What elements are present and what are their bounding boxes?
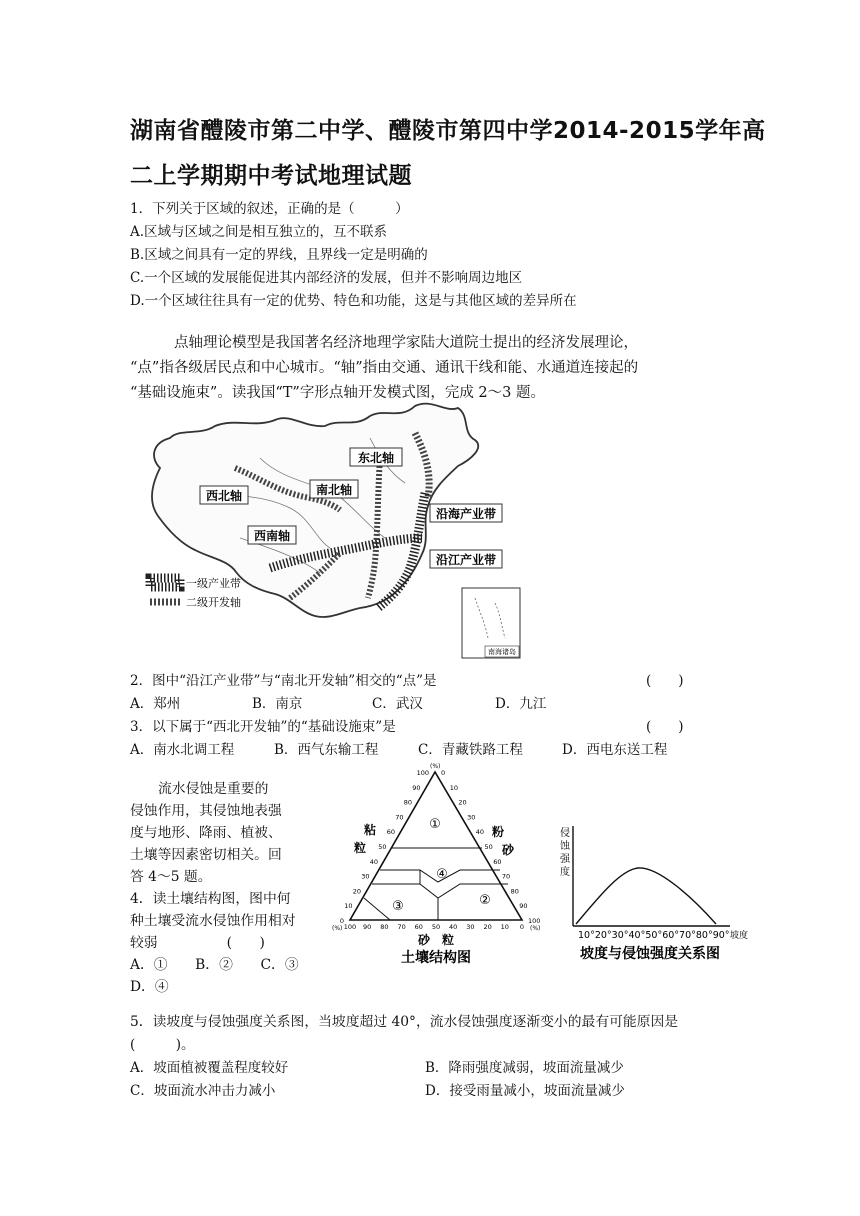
left-tick-label: 40 bbox=[369, 857, 378, 866]
q5-option-b: B．降雨强度减弱，坡面流量减少 bbox=[425, 1060, 624, 1076]
passage-point-axis bbox=[130, 331, 730, 406]
right-tick-label: 40 bbox=[475, 828, 485, 837]
q2-stem: 2．图中“沿江产业带”与“南北开发轴”相交的“点”是 bbox=[130, 673, 437, 689]
left-percent: (%) bbox=[332, 925, 343, 932]
right-tick-label: 50 bbox=[484, 843, 493, 851]
right-tick-label: 10 bbox=[449, 783, 458, 792]
q3-stem: 3．以下属于“西北开发轴”的“基础设施束”是 bbox=[130, 719, 396, 735]
soil-texture-triangle bbox=[330, 760, 550, 968]
q1-option-b: B.区域之间具有一定的界线，且界线一定是明确的 bbox=[130, 247, 428, 263]
bottom-tick-label: 10 bbox=[500, 923, 509, 931]
region-3: ③ bbox=[392, 899, 404, 914]
label-yangtze-belt: 沿江产业带 bbox=[435, 553, 497, 567]
left-tick-label: 20 bbox=[352, 887, 361, 896]
ylabel-3: 强 bbox=[560, 854, 570, 865]
right-percent: (%) bbox=[530, 925, 541, 932]
label-north-south-axis: 南北轴 bbox=[315, 483, 353, 497]
label-southwest-axis: 西南轴 bbox=[253, 529, 291, 543]
bottom-axis-ticks bbox=[344, 923, 524, 931]
right-tick-label: 90 bbox=[519, 902, 528, 911]
bottom-tick-label: 60 bbox=[414, 923, 423, 931]
left-tick-label: 50 bbox=[378, 843, 387, 851]
q2-answer-paren: ( ) bbox=[646, 673, 684, 689]
q1-option-a: A.区域与区域之间是相互独立的，互不联系 bbox=[130, 224, 388, 240]
left-tick-label: 90 bbox=[412, 783, 421, 792]
page-title: 湖南省醴陵市第二中学、醴陵市第四中学2014-2015学年高 bbox=[130, 118, 766, 144]
axis-label-silt-2: 砂 bbox=[502, 843, 515, 857]
passage-line-1: 点轴理论模型是我国著名经济地理学家陆大道院士提出的经济发展理论， bbox=[174, 335, 638, 351]
right-tick-label: 0 bbox=[441, 769, 446, 777]
axis-label-sand: 砂 粒 bbox=[417, 933, 455, 947]
bottom-tick-label: 0 bbox=[519, 923, 525, 931]
bottom-tick-label: 90 bbox=[363, 923, 372, 931]
bottom-tick-label: 70 bbox=[397, 923, 406, 931]
passage2-line-2: 侵蚀作用，其侵蚀地表强 bbox=[130, 803, 282, 819]
bottom-tick-label: 40 bbox=[449, 923, 458, 931]
ylabel-1: 侵 bbox=[560, 828, 570, 839]
label-northwest-axis: 西北轴 bbox=[205, 489, 243, 503]
china-t-axis-map bbox=[140, 398, 540, 660]
q1-option-d: D.一个区域往往具有一定的优势、特色和功能，这是与其他区域的差异所在 bbox=[130, 293, 577, 309]
right-tick-label: 30 bbox=[467, 813, 476, 822]
x-tick-labels: 10°20°30°40°50°60°70°80°90° bbox=[578, 930, 730, 941]
axis-label-silt-1: 粉 bbox=[492, 825, 505, 839]
q5-option-d: D．接受雨量减小，坡面流量减少 bbox=[425, 1083, 625, 1099]
q4-stem-3: 较弱 ( ) bbox=[130, 935, 265, 951]
passage2-line-3: 度与地形、降雨、植被、 bbox=[130, 825, 282, 841]
q3-option-d: D．西电东送工程 bbox=[562, 742, 668, 758]
right-tick-label: 100 bbox=[528, 917, 541, 925]
ylabel-4: 度 bbox=[560, 867, 570, 878]
region-1: ① bbox=[429, 817, 441, 832]
q4-option-d: D．④ bbox=[130, 979, 169, 995]
right-tick-label: 60 bbox=[493, 857, 502, 866]
q1-option-c: C.一个区域的发展能促进其内部经济的发展，但并不影响周边地区 bbox=[130, 270, 523, 286]
triangle-outline bbox=[350, 772, 522, 920]
q3-option-b: B．西气东输工程 bbox=[274, 742, 379, 758]
top-percent: (%) bbox=[430, 763, 441, 770]
passage2-line-1: 流水侵蚀是重要的 bbox=[158, 781, 269, 797]
page-title-line2: 二上学期期中考试地理试题 bbox=[130, 163, 412, 189]
left-tick-label: 70 bbox=[395, 813, 404, 822]
left-tick-label: 10 bbox=[344, 902, 353, 911]
bottom-tick-label: 100 bbox=[343, 923, 357, 931]
left-tick-label: 60 bbox=[386, 828, 395, 837]
axis-label-clay-2: 粒 bbox=[354, 841, 367, 855]
q4-options: A．① B．② C．③ bbox=[130, 957, 299, 973]
q5-option-c: C．坡面流水冲击力减小 bbox=[130, 1083, 276, 1099]
passage-line-3: “基础设施束”。读我国“T”字形点轴开发模式图，完成 2～3 题。 bbox=[130, 385, 545, 401]
label-northeast-axis: 东北轴 bbox=[357, 451, 395, 465]
passage-line-2: “点”指各级居民点和中心城市。“轴”指由交通、通讯干线和能、水通道连接起的 bbox=[130, 360, 639, 376]
legend-primary-belt: 一级产业带 bbox=[186, 577, 241, 590]
curve-caption: 坡度与侵蚀强度关系图 bbox=[580, 946, 720, 962]
bottom-tick-label: 20 bbox=[483, 923, 492, 931]
passage-water-erosion bbox=[130, 778, 310, 998]
left-tick-label: 80 bbox=[403, 798, 412, 807]
q2-option-d: D．九江 bbox=[495, 696, 547, 712]
inset-label: 南海诸岛 bbox=[488, 648, 516, 656]
q3-answer-paren: ( ) bbox=[646, 719, 684, 735]
right-tick-label: 80 bbox=[510, 887, 519, 896]
x-axis-label: 坡度 bbox=[730, 931, 749, 941]
q1-stem: 1．下列关于区域的叙述，正确的是（ ） bbox=[130, 201, 409, 217]
q2-option-c: C．武汉 bbox=[372, 696, 423, 712]
q5-option-a: A．坡面植被覆盖程度较好 bbox=[130, 1060, 289, 1076]
axis-label-clay-1: 粘 bbox=[364, 823, 377, 837]
passage2-line-4: 土壤等因素密切相关。回 bbox=[130, 847, 282, 863]
q2-option-b: B．南京 bbox=[252, 696, 303, 712]
erosion-curve bbox=[576, 868, 716, 924]
ylabel-2: 蚀 bbox=[560, 841, 570, 852]
bottom-tick-label: 30 bbox=[466, 923, 475, 931]
q2-option-a: A．郑州 bbox=[130, 696, 181, 712]
left-tick-label: 30 bbox=[361, 872, 370, 881]
right-tick-label: 20 bbox=[458, 798, 467, 807]
label-coastal-belt: 沿海产业带 bbox=[435, 507, 497, 521]
q5-answer-paren: ( )。 bbox=[130, 1037, 195, 1053]
bottom-tick-label: 80 bbox=[380, 923, 389, 931]
left-tick-label: 100 bbox=[416, 769, 429, 777]
q4-stem-1: 4．读土壤结构图，图中何 bbox=[130, 891, 291, 907]
bottom-tick-label: 50 bbox=[431, 923, 441, 931]
passage2-line-5: 答 4～5 题。 bbox=[130, 869, 212, 885]
right-tick-label: 70 bbox=[501, 872, 511, 881]
slope-erosion-chart bbox=[558, 818, 758, 968]
left-tick-label: 0 bbox=[339, 917, 344, 925]
legend-secondary-axis: 二级开发轴 bbox=[186, 596, 241, 609]
q2-options bbox=[130, 692, 730, 712]
q5-stem: 5．读坡度与侵蚀强度关系图，当坡度超过 40°，流水侵蚀强度逐渐变小的最有可能原因是 bbox=[130, 1014, 679, 1030]
q3-options bbox=[130, 738, 730, 758]
region-4: ④ bbox=[436, 867, 448, 882]
triangle-caption: 土壤结构图 bbox=[401, 950, 471, 966]
region-2: ② bbox=[479, 893, 491, 908]
q3-option-c: C．青藏铁路工程 bbox=[418, 742, 523, 758]
q3-option-a: A．南水北调工程 bbox=[130, 742, 235, 758]
q4-stem-2: 种土壤受流水侵蚀作用相对 bbox=[130, 913, 296, 929]
